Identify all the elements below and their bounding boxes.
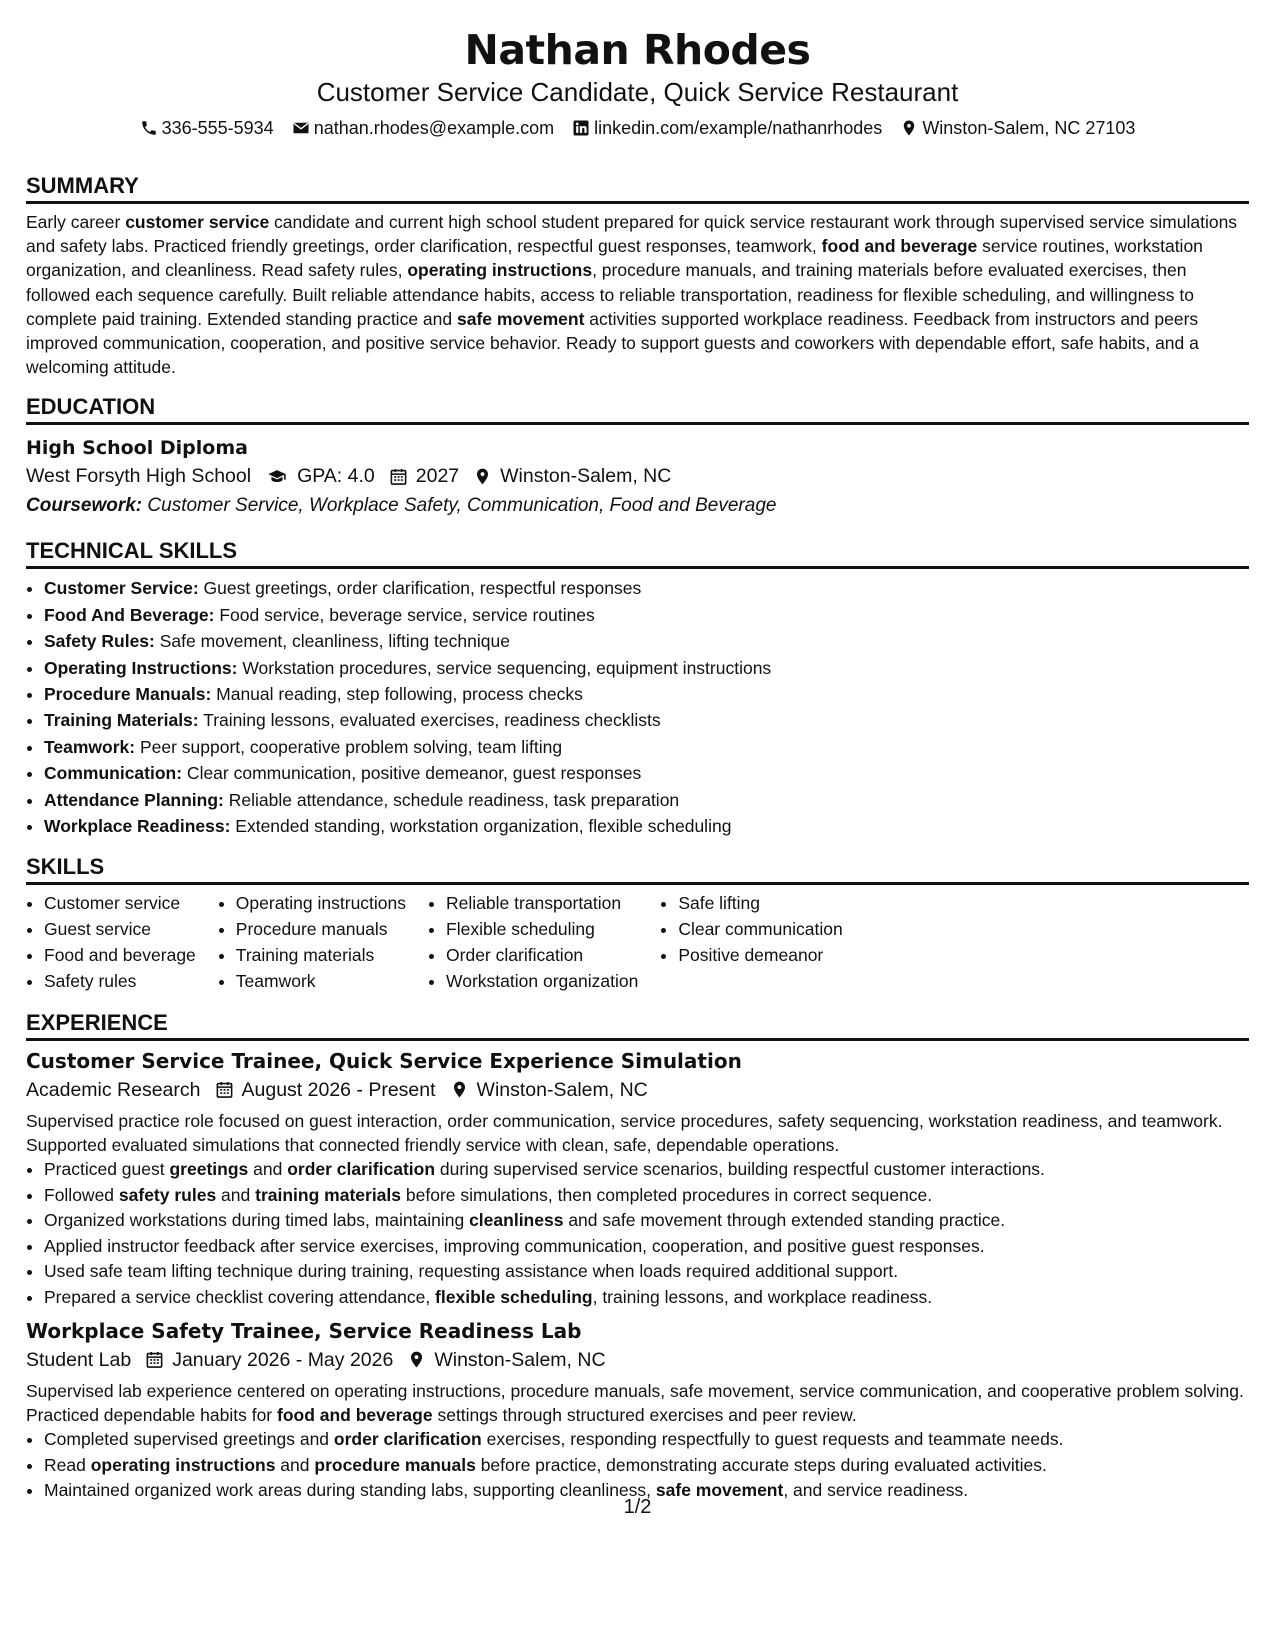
technical-skills-section [26, 537, 1249, 839]
gpa-text: GPA: 4.0 [297, 465, 375, 488]
calendar-icon [389, 467, 408, 486]
education-meta [26, 461, 1249, 491]
phone-icon [140, 119, 158, 137]
job-description: Supervised practice role focused on guest interaction, order communication, service procedures, safety sequencing, workstation readiness, and teamwork. Supported evaluated simulations that connected friendly service with clean, safe, dependable operations. [26, 1110, 1223, 1155]
job-org: Student Lab [26, 1348, 132, 1371]
education-section [26, 393, 1249, 521]
skill-item: • Safe lifting [678, 891, 842, 917]
graduation-cap-icon [265, 467, 289, 486]
summary-heading: SUMMARY [26, 172, 1249, 204]
year-item [389, 461, 459, 491]
job-dates: August 2026 - Present [241, 1078, 436, 1101]
skill-item: • Flexible scheduling [446, 917, 638, 943]
tech-skill-item: • Communication: Clear communication, positive demeanor, guest responses [44, 760, 1249, 786]
job-location-item [407, 1345, 605, 1375]
job-bullet: • Completed supervised greetings and order clarification exercises, responding respectfully to guest requests and teammate needs. [44, 1427, 1249, 1453]
technical-skills-list [26, 575, 1249, 839]
summary-text: Early career customer service candidate and current high school student prepared for quick service restaurant work through supervised service simulations and safety labs. Practiced friendly greetings, order clarification, respectful guest responses, teamwork, food and beverage service routines, workstation organization, and cleanliness. Read safety rules, operating instructions, procedure manuals, and training materials before evaluated exercises, then followed each sequence carefully. Built reliable attendance habits, access to reliable transportation, readiness for flexible scheduling, and willingness to complete paid training. Extended standing practice and safe movement activities supported workplace readiness. Feedback from instructors and peers improved communication, cooperation, and positive service behavior. Ready to support guests and coworkers with dependable effort, safe habits, and a welcoming attitude. [26, 212, 1238, 378]
coursework [26, 491, 1249, 521]
tech-skill-item: • Teamwork: Peer support, cooperative problem solving, team lifting [44, 734, 1249, 760]
map-pin-icon [473, 467, 492, 486]
envelope-icon [292, 119, 310, 137]
skills-heading: SKILLS [26, 853, 1249, 885]
job-dates: January 2026 - May 2026 [172, 1348, 394, 1371]
edu-location: Winston-Salem, NC [500, 465, 672, 488]
tech-skill-item: • Customer Service: Guest greetings, order clarification, respectful responses [44, 575, 1249, 601]
contact-phone[interactable] [140, 116, 274, 140]
skill-item: • Customer service [44, 891, 196, 917]
job-org-item [26, 1075, 201, 1105]
technical-skills-heading: TECHNICAL SKILLS [26, 537, 1249, 569]
map-pin-icon [900, 119, 918, 137]
skill-item: • Reliable transportation [446, 891, 638, 917]
tech-skill-item: • Attendance Planning: Reliable attendance, schedule readiness, task preparation [44, 787, 1249, 813]
skill-item: • Positive demeanor [678, 943, 842, 969]
job-bullet: • Maintained organized work areas during standing labs, supporting cleanliness, safe movement, and service readiness. [44, 1478, 1249, 1504]
skill-item: • Training materials [236, 943, 406, 969]
job-location-item [450, 1075, 648, 1105]
skill-item: • Teamwork [236, 969, 406, 995]
job-bullet: • Practiced guest greetings and order clarification during supervised service scenarios, building respectful customer interactions. [44, 1157, 1249, 1183]
education-heading: EDUCATION [26, 393, 1249, 425]
coursework-label: Coursework: [26, 495, 143, 517]
linkedin-text: linkedin.com/example/nathanrhodes [594, 118, 883, 138]
job-org-item [26, 1345, 131, 1375]
tech-skill-item: • Procedure Manuals: Manual reading, step following, process checks [44, 681, 1249, 707]
map-pin-icon [407, 1350, 426, 1369]
school-item [26, 461, 251, 491]
tech-skill-item: • Workplace Readiness: Extended standing, workstation organization, flexible scheduling [44, 813, 1249, 839]
job-bullet: • Organized workstations during timed labs, maintaining cleanliness and safe movement through extended standing practice. [44, 1208, 1249, 1234]
job-bullet: • Used safe team lifting technique during training, requesting assistance when loads required additional support. [44, 1259, 1249, 1285]
skill-item: • Safety rules [44, 969, 196, 995]
experience-heading: EXPERIENCE [26, 1009, 1249, 1041]
gpa-item [265, 461, 375, 491]
calendar-icon [215, 1080, 234, 1099]
calendar-icon [145, 1350, 164, 1369]
job-description: Supervised lab experience centered on operating instructions, procedure manuals, safe movement, service communication, and cooperative problem solving. Practiced dependable habits for food and beverage settings through structured exercises and peer review. [26, 1380, 1244, 1425]
job-bullet: • Prepared a service checklist covering attendance, flexible scheduling, training lessons, and workplace readiness. [44, 1285, 1249, 1311]
skill-item: • Clear communication [678, 917, 842, 943]
job-bullets [26, 1427, 1249, 1504]
job-meta [26, 1345, 1249, 1375]
experience-section [26, 1009, 1249, 1504]
job-location: Winston-Salem, NC [434, 1348, 606, 1371]
job-bullet: • Applied instructor feedback after service exercises, improving communication, cooperation, and positive guest responses. [44, 1234, 1249, 1260]
candidate-subtitle: Customer Service Candidate, Quick Service Restaurant [316, 77, 959, 107]
tech-skill-item: • Training Materials: Training lessons, evaluated exercises, readiness checklists [44, 707, 1249, 733]
job-location: Winston-Salem, NC [476, 1078, 648, 1101]
job-dates-item [145, 1345, 393, 1375]
tech-skill-item: • Operating Instructions: Workstation procedures, service sequencing, equipment instructions [44, 655, 1249, 681]
skills-grid [26, 891, 1249, 994]
skills-column [660, 891, 842, 994]
skill-item: • Guest service [44, 917, 196, 943]
coursework-list: Customer Service, Workplace Safety, Communication, Food and Beverage [142, 495, 777, 517]
linkedin-icon [572, 119, 590, 137]
map-pin-icon [450, 1080, 469, 1099]
job-title: Customer Service Trainee, Quick Service Experience Simulation [26, 1048, 742, 1073]
degree-title: High School Diploma [26, 437, 248, 460]
skills-column [218, 891, 406, 994]
job-bullets [26, 1157, 1249, 1311]
job-dates-item [215, 1075, 436, 1105]
tech-skill-item: • Food And Beverage: Food service, beverage service, service routines [44, 602, 1249, 628]
job-bullet: • Read operating instructions and procedure manuals before practice, demonstrating accurate steps during evaluated activities. [44, 1453, 1249, 1479]
job-org: Academic Research [26, 1078, 201, 1101]
skill-item: • Procedure manuals [236, 917, 406, 943]
contact-location [900, 116, 1135, 140]
phone-text: 336-555-5934 [161, 118, 274, 138]
skill-item: • Order clarification [446, 943, 638, 969]
summary-section [26, 172, 1249, 379]
grad-year: 2027 [415, 465, 460, 488]
skills-column [428, 891, 638, 994]
tech-skill-item: • Safety Rules: Safe movement, cleanliness, lifting technique [44, 628, 1249, 654]
location-text: Winston-Salem, NC 27103 [922, 118, 1136, 138]
job-title: Workplace Safety Trainee, Service Readiness Lab [26, 1318, 582, 1343]
contact-linkedin[interactable] [572, 116, 882, 140]
candidate-name: Nathan Rhodes [464, 26, 811, 74]
skill-item: • Workstation organization [446, 969, 638, 995]
job-entry [26, 1047, 1249, 1311]
resume-page [26, 0, 1249, 1504]
email-text: nathan.rhodes@example.com [313, 118, 555, 138]
contact-email[interactable] [292, 116, 554, 140]
skill-item: • Food and beverage [44, 943, 196, 969]
job-entry [26, 1317, 1249, 1504]
edu-location-item [473, 461, 671, 491]
skills-column [26, 891, 196, 994]
skills-section [26, 853, 1249, 994]
school-name: West Forsyth High School [26, 465, 252, 488]
skill-item: • Operating instructions [236, 891, 406, 917]
job-meta [26, 1075, 1249, 1105]
page-number: 1/2 [623, 1496, 652, 1518]
job-bullet: • Followed safety rules and training materials before simulations, then completed procedures in correct sequence. [44, 1183, 1249, 1209]
contact-bar [26, 116, 1249, 140]
